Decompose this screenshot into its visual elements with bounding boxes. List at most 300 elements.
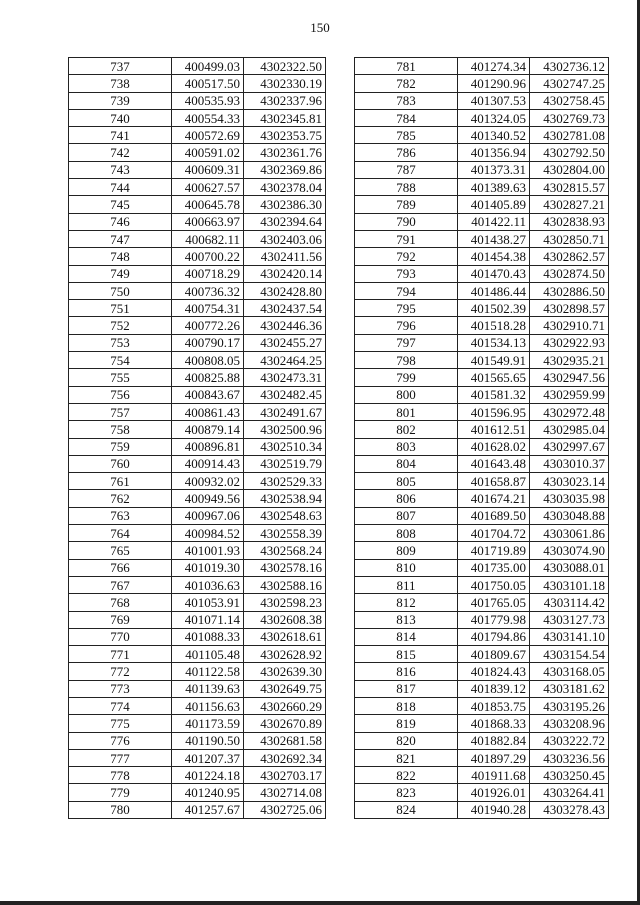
table-row	[355, 680, 609, 697]
y-coordinate-cell: 4302898.57	[530, 300, 609, 317]
x-coordinate-cell: 401750.05	[458, 576, 530, 593]
table-row	[69, 749, 326, 766]
coordinates-table-right-body	[355, 58, 609, 819]
table-row	[355, 542, 609, 559]
table-row	[69, 715, 326, 732]
table-row	[69, 663, 326, 680]
y-coordinate-cell: 4302985.04	[530, 421, 609, 438]
x-coordinate-cell: 400645.78	[172, 196, 244, 213]
table-row	[69, 369, 326, 386]
table-row	[355, 455, 609, 472]
x-coordinate-cell: 401643.48	[458, 455, 530, 472]
table-row	[355, 300, 609, 317]
x-coordinate-cell: 401674.21	[458, 490, 530, 507]
point-number-cell: 753	[69, 334, 172, 351]
x-coordinate-cell: 401824.43	[458, 663, 530, 680]
x-coordinate-cell: 401926.01	[458, 784, 530, 801]
x-coordinate-cell: 401405.89	[458, 196, 530, 213]
point-number-cell: 756	[69, 386, 172, 403]
point-number-cell: 762	[69, 490, 172, 507]
y-coordinate-cell: 4303250.45	[530, 767, 609, 784]
y-coordinate-cell: 4302649.75	[244, 680, 326, 697]
y-coordinate-cell: 4303114.42	[530, 594, 609, 611]
y-coordinate-cell: 4302455.27	[244, 334, 326, 351]
y-coordinate-cell: 4302804.00	[530, 161, 609, 178]
x-coordinate-cell: 401809.67	[458, 646, 530, 663]
x-coordinate-cell: 401053.91	[172, 594, 244, 611]
x-coordinate-cell: 401001.93	[172, 542, 244, 559]
x-coordinate-cell: 401719.89	[458, 542, 530, 559]
point-number-cell: 780	[69, 801, 172, 818]
x-coordinate-cell: 401274.34	[458, 58, 530, 75]
x-coordinate-cell: 401190.50	[172, 732, 244, 749]
table-row	[355, 248, 609, 265]
x-coordinate-cell: 401207.37	[172, 749, 244, 766]
x-coordinate-cell: 401628.02	[458, 438, 530, 455]
y-coordinate-cell: 4302437.54	[244, 300, 326, 317]
point-number-cell: 814	[355, 628, 458, 645]
point-number-cell: 755	[69, 369, 172, 386]
y-coordinate-cell: 4303074.90	[530, 542, 609, 559]
y-coordinate-cell: 4302681.58	[244, 732, 326, 749]
table-row	[69, 594, 326, 611]
x-coordinate-cell: 400554.33	[172, 109, 244, 126]
table-row	[69, 179, 326, 196]
table-row	[69, 473, 326, 490]
point-number-cell: 782	[355, 75, 458, 92]
point-number-cell: 790	[355, 213, 458, 230]
y-coordinate-cell: 4302353.75	[244, 127, 326, 144]
point-number-cell: 802	[355, 421, 458, 438]
x-coordinate-cell: 401502.39	[458, 300, 530, 317]
table-row	[355, 732, 609, 749]
point-number-cell: 805	[355, 473, 458, 490]
x-coordinate-cell: 401105.48	[172, 646, 244, 663]
y-coordinate-cell: 4302386.30	[244, 196, 326, 213]
y-coordinate-cell: 4303278.43	[530, 801, 609, 818]
y-coordinate-cell: 4302361.76	[244, 144, 326, 161]
x-coordinate-cell: 401438.27	[458, 230, 530, 247]
table-row	[69, 732, 326, 749]
table-row	[69, 801, 326, 818]
x-coordinate-cell: 400682.11	[172, 230, 244, 247]
x-coordinate-cell: 401596.95	[458, 403, 530, 420]
table-row	[355, 92, 609, 109]
y-coordinate-cell: 4302411.56	[244, 248, 326, 265]
y-coordinate-cell: 4302322.50	[244, 58, 326, 75]
table-row	[69, 75, 326, 92]
x-coordinate-cell: 401290.96	[458, 75, 530, 92]
point-number-cell: 748	[69, 248, 172, 265]
y-coordinate-cell: 4302588.16	[244, 576, 326, 593]
point-number-cell: 788	[355, 179, 458, 196]
point-number-cell: 795	[355, 300, 458, 317]
point-number-cell: 743	[69, 161, 172, 178]
x-coordinate-cell: 401389.63	[458, 179, 530, 196]
table-row	[355, 403, 609, 420]
coordinates-table-left-body	[69, 58, 326, 819]
y-coordinate-cell: 4302548.63	[244, 507, 326, 524]
point-number-cell: 739	[69, 92, 172, 109]
y-coordinate-cell: 4302568.24	[244, 542, 326, 559]
y-coordinate-cell: 4303264.41	[530, 784, 609, 801]
table-row	[355, 109, 609, 126]
y-coordinate-cell: 4303048.88	[530, 507, 609, 524]
x-coordinate-cell: 401240.95	[172, 784, 244, 801]
table-row	[355, 334, 609, 351]
x-coordinate-cell: 401897.29	[458, 749, 530, 766]
table-row	[69, 109, 326, 126]
y-coordinate-cell: 4302420.14	[244, 265, 326, 282]
table-row	[69, 628, 326, 645]
x-coordinate-cell: 400896.81	[172, 438, 244, 455]
point-number-cell: 817	[355, 680, 458, 697]
point-number-cell: 763	[69, 507, 172, 524]
coordinates-table-right	[354, 57, 609, 819]
x-coordinate-cell: 401839.12	[458, 680, 530, 697]
table-row	[355, 161, 609, 178]
x-coordinate-cell: 401581.32	[458, 386, 530, 403]
y-coordinate-cell: 4303154.54	[530, 646, 609, 663]
point-number-cell: 809	[355, 542, 458, 559]
y-coordinate-cell: 4302608.38	[244, 611, 326, 628]
point-number-cell: 820	[355, 732, 458, 749]
table-row	[69, 680, 326, 697]
table-row	[69, 58, 326, 75]
point-number-cell: 798	[355, 352, 458, 369]
table-row	[69, 352, 326, 369]
point-number-cell: 741	[69, 127, 172, 144]
table-row	[355, 767, 609, 784]
point-number-cell: 781	[355, 58, 458, 75]
y-coordinate-cell: 4303088.01	[530, 559, 609, 576]
point-number-cell: 801	[355, 403, 458, 420]
y-coordinate-cell: 4303222.72	[530, 732, 609, 749]
x-coordinate-cell: 401019.30	[172, 559, 244, 576]
table-row	[355, 715, 609, 732]
table-row	[69, 248, 326, 265]
x-coordinate-cell: 401853.75	[458, 697, 530, 714]
y-coordinate-cell: 4302725.06	[244, 801, 326, 818]
point-number-cell: 776	[69, 732, 172, 749]
x-coordinate-cell: 401612.51	[458, 421, 530, 438]
y-coordinate-cell: 4302703.17	[244, 767, 326, 784]
table-row	[355, 386, 609, 403]
table-row	[69, 490, 326, 507]
point-number-cell: 823	[355, 784, 458, 801]
x-coordinate-cell: 401704.72	[458, 525, 530, 542]
y-coordinate-cell: 4302482.45	[244, 386, 326, 403]
y-coordinate-cell: 4302529.33	[244, 473, 326, 490]
x-coordinate-cell: 400736.32	[172, 282, 244, 299]
table-row	[355, 144, 609, 161]
x-coordinate-cell: 401765.05	[458, 594, 530, 611]
table-row	[355, 230, 609, 247]
x-coordinate-cell: 401071.14	[172, 611, 244, 628]
point-number-cell: 777	[69, 749, 172, 766]
point-number-cell: 773	[69, 680, 172, 697]
y-coordinate-cell: 4302874.50	[530, 265, 609, 282]
y-coordinate-cell: 4302862.57	[530, 248, 609, 265]
y-coordinate-cell: 4302781.08	[530, 127, 609, 144]
point-number-cell: 785	[355, 127, 458, 144]
y-coordinate-cell: 4302910.71	[530, 317, 609, 334]
x-coordinate-cell: 401324.05	[458, 109, 530, 126]
table-row	[355, 525, 609, 542]
point-number-cell: 750	[69, 282, 172, 299]
table-row	[355, 576, 609, 593]
y-coordinate-cell: 4302394.64	[244, 213, 326, 230]
y-coordinate-cell: 4302473.31	[244, 369, 326, 386]
point-number-cell: 803	[355, 438, 458, 455]
y-coordinate-cell: 4303101.18	[530, 576, 609, 593]
table-row	[69, 265, 326, 282]
y-coordinate-cell: 4302428.80	[244, 282, 326, 299]
x-coordinate-cell: 401689.50	[458, 507, 530, 524]
table-row	[69, 697, 326, 714]
table-row	[355, 438, 609, 455]
table-row	[69, 386, 326, 403]
point-number-cell: 752	[69, 317, 172, 334]
y-coordinate-cell: 4302769.73	[530, 109, 609, 126]
y-coordinate-cell: 4303061.86	[530, 525, 609, 542]
y-coordinate-cell: 4302670.89	[244, 715, 326, 732]
y-coordinate-cell: 4302378.04	[244, 179, 326, 196]
x-coordinate-cell: 401794.86	[458, 628, 530, 645]
x-coordinate-cell: 400825.88	[172, 369, 244, 386]
table-row	[69, 646, 326, 663]
table-row	[69, 507, 326, 524]
y-coordinate-cell: 4303035.98	[530, 490, 609, 507]
x-coordinate-cell: 400932.02	[172, 473, 244, 490]
x-coordinate-cell: 401088.33	[172, 628, 244, 645]
x-coordinate-cell: 401122.58	[172, 663, 244, 680]
y-coordinate-cell: 4302997.67	[530, 438, 609, 455]
x-coordinate-cell: 400790.17	[172, 334, 244, 351]
y-coordinate-cell: 4302578.16	[244, 559, 326, 576]
table-row	[69, 144, 326, 161]
x-coordinate-cell: 401224.18	[172, 767, 244, 784]
x-coordinate-cell: 401658.87	[458, 473, 530, 490]
point-number-cell: 745	[69, 196, 172, 213]
x-coordinate-cell: 400718.29	[172, 265, 244, 282]
table-row	[355, 179, 609, 196]
table-row	[69, 403, 326, 420]
x-coordinate-cell: 401356.94	[458, 144, 530, 161]
table-row	[355, 490, 609, 507]
point-number-cell: 794	[355, 282, 458, 299]
y-coordinate-cell: 4302464.25	[244, 352, 326, 369]
point-number-cell: 738	[69, 75, 172, 92]
table-row	[69, 317, 326, 334]
y-coordinate-cell: 4302446.36	[244, 317, 326, 334]
x-coordinate-cell: 401139.63	[172, 680, 244, 697]
y-coordinate-cell: 4302838.93	[530, 213, 609, 230]
table-row	[355, 611, 609, 628]
x-coordinate-cell: 401373.31	[458, 161, 530, 178]
x-coordinate-cell: 401340.52	[458, 127, 530, 144]
page-edge-bottom	[0, 901, 640, 905]
table-row	[69, 282, 326, 299]
point-number-cell: 766	[69, 559, 172, 576]
table-row	[69, 334, 326, 351]
point-number-cell: 786	[355, 144, 458, 161]
y-coordinate-cell: 4302558.39	[244, 525, 326, 542]
x-coordinate-cell: 401307.53	[458, 92, 530, 109]
point-number-cell: 778	[69, 767, 172, 784]
point-number-cell: 751	[69, 300, 172, 317]
x-coordinate-cell: 400700.22	[172, 248, 244, 265]
x-coordinate-cell: 401911.68	[458, 767, 530, 784]
point-number-cell: 770	[69, 628, 172, 645]
point-number-cell: 797	[355, 334, 458, 351]
page-number: 150	[310, 20, 330, 35]
point-number-cell: 813	[355, 611, 458, 628]
x-coordinate-cell: 401565.65	[458, 369, 530, 386]
x-coordinate-cell: 400627.57	[172, 179, 244, 196]
table-row	[355, 697, 609, 714]
point-number-cell: 791	[355, 230, 458, 247]
point-number-cell: 796	[355, 317, 458, 334]
table-row	[355, 507, 609, 524]
x-coordinate-cell: 400591.02	[172, 144, 244, 161]
x-coordinate-cell: 400843.67	[172, 386, 244, 403]
point-number-cell: 824	[355, 801, 458, 818]
x-coordinate-cell: 400914.43	[172, 455, 244, 472]
point-number-cell: 783	[355, 92, 458, 109]
point-number-cell: 771	[69, 646, 172, 663]
point-number-cell: 759	[69, 438, 172, 455]
y-coordinate-cell: 4302369.86	[244, 161, 326, 178]
x-coordinate-cell: 401257.67	[172, 801, 244, 818]
y-coordinate-cell: 4303195.26	[530, 697, 609, 714]
x-coordinate-cell: 400754.31	[172, 300, 244, 317]
point-number-cell: 822	[355, 767, 458, 784]
point-number-cell: 811	[355, 576, 458, 593]
y-coordinate-cell: 4303208.96	[530, 715, 609, 732]
point-number-cell: 742	[69, 144, 172, 161]
y-coordinate-cell: 4302337.96	[244, 92, 326, 109]
y-coordinate-cell: 4303010.37	[530, 455, 609, 472]
x-coordinate-cell: 400535.93	[172, 92, 244, 109]
y-coordinate-cell: 4302935.21	[530, 352, 609, 369]
y-coordinate-cell: 4302618.61	[244, 628, 326, 645]
y-coordinate-cell: 4302827.21	[530, 196, 609, 213]
table-row	[355, 196, 609, 213]
point-number-cell: 819	[355, 715, 458, 732]
y-coordinate-cell: 4303023.14	[530, 473, 609, 490]
point-number-cell: 758	[69, 421, 172, 438]
y-coordinate-cell: 4303141.10	[530, 628, 609, 645]
x-coordinate-cell: 401036.63	[172, 576, 244, 593]
y-coordinate-cell: 4302639.30	[244, 663, 326, 680]
x-coordinate-cell: 401518.28	[458, 317, 530, 334]
y-coordinate-cell: 4302660.29	[244, 697, 326, 714]
point-number-cell: 765	[69, 542, 172, 559]
y-coordinate-cell: 4302714.08	[244, 784, 326, 801]
point-number-cell: 740	[69, 109, 172, 126]
x-coordinate-cell: 401454.38	[458, 248, 530, 265]
y-coordinate-cell: 4302959.99	[530, 386, 609, 403]
x-coordinate-cell: 400772.26	[172, 317, 244, 334]
point-number-cell: 772	[69, 663, 172, 680]
table-row	[69, 421, 326, 438]
table-row	[355, 801, 609, 818]
y-coordinate-cell: 4303168.05	[530, 663, 609, 680]
x-coordinate-cell: 401486.44	[458, 282, 530, 299]
x-coordinate-cell: 400517.50	[172, 75, 244, 92]
table-row	[355, 352, 609, 369]
point-number-cell: 816	[355, 663, 458, 680]
point-number-cell: 808	[355, 525, 458, 542]
y-coordinate-cell: 4302510.34	[244, 438, 326, 455]
y-coordinate-cell: 4302330.19	[244, 75, 326, 92]
point-number-cell: 815	[355, 646, 458, 663]
point-number-cell: 749	[69, 265, 172, 282]
point-number-cell: 747	[69, 230, 172, 247]
point-number-cell: 761	[69, 473, 172, 490]
x-coordinate-cell: 400967.06	[172, 507, 244, 524]
point-number-cell: 746	[69, 213, 172, 230]
table-row	[69, 525, 326, 542]
y-coordinate-cell: 4303127.73	[530, 611, 609, 628]
table-row	[355, 784, 609, 801]
y-coordinate-cell: 4302538.94	[244, 490, 326, 507]
y-coordinate-cell: 4302403.06	[244, 230, 326, 247]
table-row	[355, 749, 609, 766]
point-number-cell: 764	[69, 525, 172, 542]
x-coordinate-cell: 401470.43	[458, 265, 530, 282]
y-coordinate-cell: 4302815.57	[530, 179, 609, 196]
y-coordinate-cell: 4302850.71	[530, 230, 609, 247]
coordinates-table-left	[68, 57, 326, 819]
point-number-cell: 793	[355, 265, 458, 282]
y-coordinate-cell: 4302598.23	[244, 594, 326, 611]
x-coordinate-cell: 401868.33	[458, 715, 530, 732]
x-coordinate-cell: 400663.97	[172, 213, 244, 230]
point-number-cell: 810	[355, 559, 458, 576]
y-coordinate-cell: 4302628.92	[244, 646, 326, 663]
x-coordinate-cell: 401882.84	[458, 732, 530, 749]
table-row	[69, 92, 326, 109]
point-number-cell: 806	[355, 490, 458, 507]
point-number-cell: 737	[69, 58, 172, 75]
point-number-cell: 768	[69, 594, 172, 611]
x-coordinate-cell: 400949.56	[172, 490, 244, 507]
y-coordinate-cell: 4302736.12	[530, 58, 609, 75]
y-coordinate-cell: 4302886.50	[530, 282, 609, 299]
point-number-cell: 754	[69, 352, 172, 369]
point-number-cell: 779	[69, 784, 172, 801]
x-coordinate-cell: 401940.28	[458, 801, 530, 818]
table-row	[355, 58, 609, 75]
x-coordinate-cell: 400879.14	[172, 421, 244, 438]
table-row	[355, 213, 609, 230]
table-row	[355, 265, 609, 282]
point-number-cell: 807	[355, 507, 458, 524]
y-coordinate-cell: 4302491.67	[244, 403, 326, 420]
point-number-cell: 774	[69, 697, 172, 714]
table-row	[69, 196, 326, 213]
y-coordinate-cell: 4302692.34	[244, 749, 326, 766]
table-row	[69, 611, 326, 628]
y-coordinate-cell: 4302519.79	[244, 455, 326, 472]
y-coordinate-cell: 4303181.62	[530, 680, 609, 697]
table-row	[69, 455, 326, 472]
x-coordinate-cell: 400572.69	[172, 127, 244, 144]
point-number-cell: 757	[69, 403, 172, 420]
x-coordinate-cell: 400609.31	[172, 161, 244, 178]
